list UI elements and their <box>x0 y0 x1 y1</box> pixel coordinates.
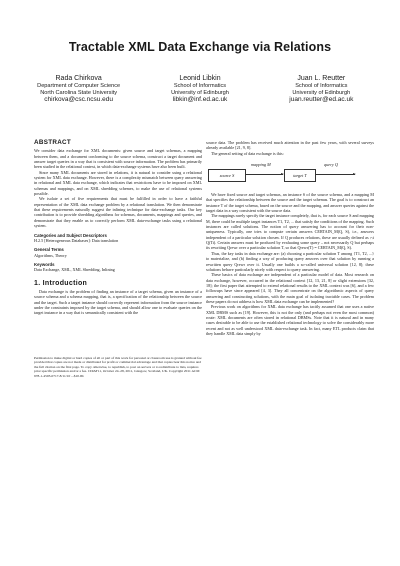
paper-title: Tractable XML Data Exchange via Relations <box>68 40 332 54</box>
author-univ: University of Edinburgh <box>292 89 351 96</box>
introduction-heading: 1. Introduction <box>34 279 88 287</box>
mapping-label: mapping M <box>251 162 271 168</box>
body-paragraph: Previous work on algorithms for XML data exchange has tacitly assumed that one uses a native XML DBMS such as [19]. However, this is not the only (and perhaps not even the most common) route: XML documents are often stored in relational DBMSs. Note that it is natural and in many cases desirable to be able to use the established relational technology to solve the considerably more recent and not as well understood XML data-exchange task. In fact, many ETL products claim that they handle XML data simply by <box>206 304 374 336</box>
body-paragraph: source data. The problem has received much attention in the past few years, with several surveys already available [21, 9, 8]. <box>206 140 374 151</box>
author-name: Leonid Libkin <box>179 75 221 82</box>
source-box: source S <box>208 169 246 182</box>
author-dept: School of Informatics <box>295 83 348 89</box>
data-exchange-diagram <box>206 156 374 192</box>
categories-text: H.2.5 [Heterogeneous Databases]: Data translation <box>34 237 119 243</box>
body-paragraph: The general setting of data exchange is this: <box>211 150 284 156</box>
abstract-heading: ABSTRACT <box>34 139 72 146</box>
categories-heading: Categories and Subject Descriptors <box>34 232 107 238</box>
query-arrow <box>315 174 355 175</box>
query-label: query Q <box>324 162 338 168</box>
author-univ: University of Edinburgh <box>171 89 229 96</box>
author-3 <box>261 74 382 104</box>
author-univ: North Carolina State University <box>40 89 118 96</box>
body-paragraph: We have fixed source and target schemas, an instance S of the source schema, and a mapping M that specifies the relationship between the source and the target schemas. The goal is to construct an instance T of the target schema, based on the source and the mapping, and answer queries against the target data in a way consistent with the source data. <box>206 192 374 214</box>
author-block <box>18 74 382 104</box>
author-2 <box>139 74 260 104</box>
left-column <box>34 140 202 379</box>
permission-notice: Permission to make digital or hard copies of all or part of this work for personal or classroom use is granted without fee provided that copies are not made or distributed for profit or commercial advantage and that copies bear this notice and the full citation on the first page. To copy otherwise, to republish, to post on servers or to redistribute to lists, requires prior specific permission and/or a fee. CIKM'11, October 24–28, 2011, Glasgow, Scotland, UK. Copyright 2011 ACM 978-1-4503-0717-8/11/10 ...$10.00. <box>34 355 202 378</box>
author-email: juan.reutter@ed.ac.uk <box>289 96 354 104</box>
target-box: target T <box>284 169 316 182</box>
keywords-heading: Keywords <box>34 261 55 267</box>
general-terms-text: Algorithms, Theory <box>34 252 67 258</box>
author-name: Rada Chirkova <box>55 75 102 82</box>
general-terms-heading: General Terms <box>34 247 64 253</box>
author-1 <box>18 74 139 104</box>
author-dept: Department of Computer Science <box>37 83 121 89</box>
author-email: chirkova@csc.ncsu.edu <box>44 96 114 104</box>
mapping-arrow <box>245 174 283 175</box>
body-paragraph: The mappings rarely specify the target instance completely, that is, for each source S and mapping M, there could be multiple target instances T1, T2, ... that satisfy the conditions of the mapping. Such instances are called solutions. The notion of query answering has to account for their non-uniqueness. Typically, one tries to compute certain answers CERTAIN_M(Q, S), i.e., answers independent of a particular solution chosen. If Q produces relations, these are usually defined as ∩i Q(Ti). Certain answers must be produced by evaluating some query – not necessarily Q but perhaps its rewriting Qrewr over a particular solution T, so that Qrewr(T) = CERTAIN_M(Q, S). <box>206 213 374 251</box>
keywords-text: Data Exchange, XML, XML Shredding, Inlining <box>34 267 115 273</box>
author-dept: School of Informatics <box>173 83 227 89</box>
intro-paragraph: Data exchange is the problem of finding an instance of a target schema, given an instance of a source schema and a schema mapping, that is, a specification of the relationship between the source and the target. Such a target instance should correctly represent information from the source instance under the constraints imposed by the target schema, and should allow one to evaluate queries on the target instance in a way that is semantically consistent with the <box>34 288 202 316</box>
abstract-paragraph: We consider data exchange for XML documents: given source and target schemas, a mapping between them, and a document conforming to the source schema, construct a target document and answer target queries in a way that is consistent with source information. The problem has primarily been studied in the relational context, in which data-exchange systems have also been built. <box>34 148 202 170</box>
abstract-paragraph: We isolate a set of five requirements that must be fulfilled in order to have a faithful representation of the XML data exchange problem by a relational translation. We then demonstrate that these requirements naturally suggest the inlining technique for data-exchange tasks. Our key contribution is to provide shredding algorithms for schemas, documents, mappings and queries, and demonstrate that they enable us to correctly perform XML data-exchange tasks using a relational system. <box>34 196 202 229</box>
body-paragraph: Thus, the key tasks in data exchange are: (a) choosing a particular solution T among {T1, T2, ...} to materialize, and (b) finding a way of producing query answers over that solution by running a rewritten query Qrewr over it. Usually one builds a so-called universal solution [12, 8]; these solutions behave particularly nicely with respect to query answering. <box>206 250 374 272</box>
author-name: Juan L. Reutter <box>297 75 346 82</box>
body-paragraph: These basics of data exchange are independent of a particular model of data. Most research on data exchange, however, occurred in the relational context [12, 13, 21, 8] or slight extensions [32, 18]; the first paper that attempted to extend relational results to the XML context was [6], and a few followups have since appeared [4, 3]. They all concentrate on the algorithmic aspects of query answering and constructing solutions, with the main goal of isolating tractable cases. The problem these papers do not address is how XML data exchange can be implemented? <box>206 272 374 304</box>
abstract-paragraph: Since many XML documents are stored in relations, it is natural to consider using a relational system for XML data exchange. However, there is a complexity mismatch between query answering in relational and XML data exchange, which indicates that restrictions have to be imposed on XML schemas and mappings, and on XML shredding schemes, to make the use of relational systems possible. <box>34 169 202 197</box>
author-email: libkin@inf.ed.ac.uk <box>172 96 228 104</box>
right-column <box>206 140 374 336</box>
